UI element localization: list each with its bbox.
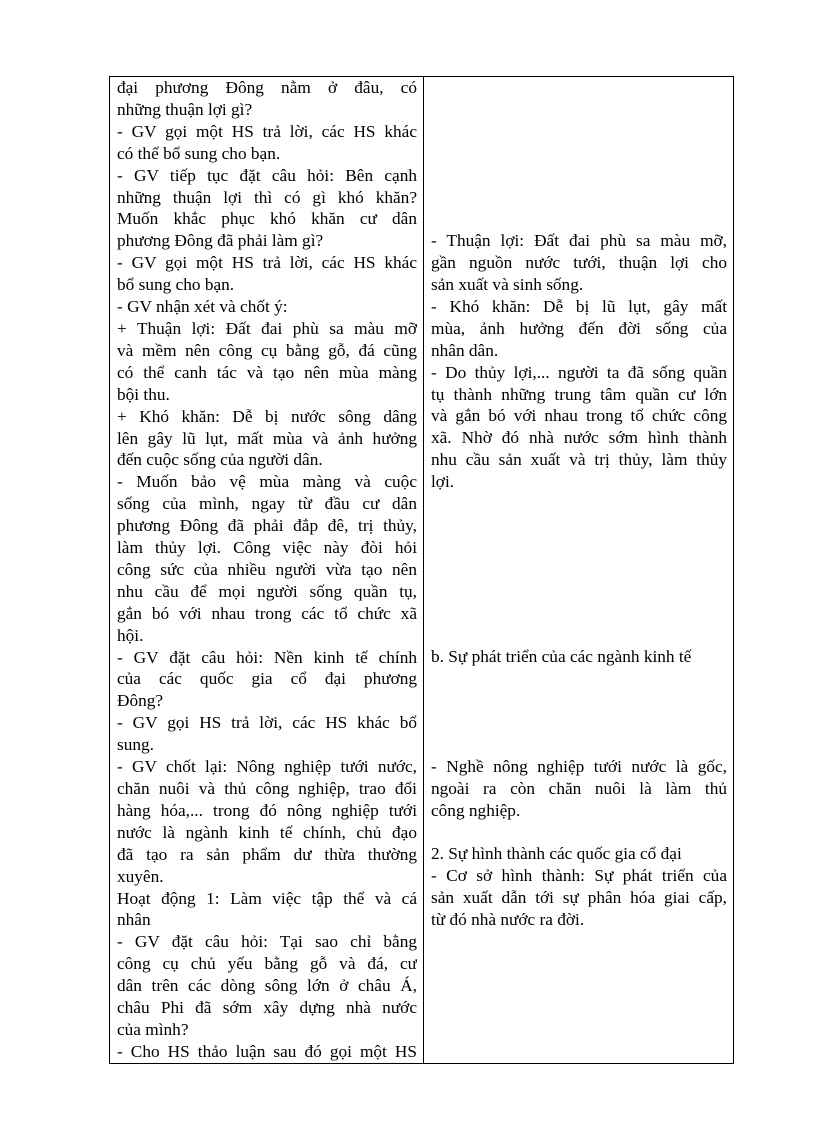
text-line: - GV tiếp tục đặt câu hỏi: Bên cạnh [117, 165, 417, 185]
text-line: làm thủy lợi. Công việc này đòi hỏi [117, 538, 417, 558]
text-line [431, 559, 727, 581]
text-line: - Nghề nông nghiệp tưới nước là gốc, [431, 756, 727, 776]
text-line: hàng hóa,... trong đó nông nghiệp tưới [117, 800, 417, 820]
text-line: công cụ chủ yếu bằng gỗ và đá, cư [117, 954, 417, 974]
text-line: 2. Sự hình thành các quốc gia cổ đại [431, 844, 682, 864]
text-line [431, 537, 727, 559]
text-line: - GV đặt câu hỏi: Tại sao chỉ bằng [117, 932, 417, 952]
text-line: nước là ngành kinh tế chính, chủ đạo [117, 822, 417, 842]
text-line: - Do thủy lợi,... người ta đã sống quần [431, 362, 727, 382]
text-line: - Cho HS thảo luận sau đó gọi một HS [117, 1041, 417, 1061]
text-line [431, 690, 727, 712]
text-line [431, 822, 727, 844]
text-line: dân trên các dòng sông lớn ở châu Á, [117, 976, 417, 996]
text-line: phương Đông đã phải đắp đê, trị thủy, [117, 516, 417, 536]
text-line: những thuận lợi gì? [117, 99, 253, 119]
text-line: nhân [117, 910, 151, 930]
text-line: lên gây lũ lụt, mất mùa và ảnh hưởng [117, 428, 417, 448]
text-line: gần nguồn nước tưới, thuận lợi cho [431, 253, 727, 273]
text-line [431, 143, 727, 165]
text-line: + Khó khăn: Dễ bị nước sông dâng [117, 406, 417, 426]
text-line: bổ sung cho bạn. [117, 275, 235, 295]
text-line [431, 581, 727, 603]
text-line: đại phương Đông nằm ở đâu, có [117, 78, 417, 97]
text-line [431, 603, 727, 625]
text-line: nhân dân. [431, 340, 499, 360]
text-line: Đông? [117, 691, 164, 711]
text-line: của mình? [117, 1019, 189, 1039]
text-line: - GV đặt câu hỏi: Nền kinh tế chính [117, 647, 417, 667]
text-line: tụ thành những trung tâm quần cư lớn [431, 384, 727, 404]
text-line [431, 99, 727, 121]
text-line [431, 121, 727, 143]
text-line: đến cuộc sống của người dân. [117, 450, 323, 470]
text-line: Muốn khắc phục khó khăn cư dân [117, 209, 417, 229]
text-line [431, 624, 727, 646]
text-line [431, 165, 727, 187]
text-line: hội. [117, 625, 144, 645]
text-line [431, 493, 727, 515]
text-line: sống của mình, ngay từ đầu cư dân [117, 494, 417, 514]
lesson-table [109, 76, 734, 1064]
text-line: có thể bổ sung cho bạn. [117, 143, 281, 163]
text-line: và gắn bó với nhau trong tổ chức công [431, 406, 727, 426]
text-line: bội thu. [117, 384, 170, 404]
text-line: châu Phi đã sớm xây dựng nhà nước [117, 998, 417, 1018]
text-line: - GV gọi HS trả lời, các HS khác bổ [117, 713, 417, 733]
text-line: Hoạt động 1: Làm việc tập thể và cá [117, 888, 417, 908]
text-line: sung. [117, 735, 154, 755]
text-line: sản xuất và sinh sống. [431, 275, 584, 295]
text-line: - GV gọi một HS trả lời, các HS khác [117, 121, 417, 141]
text-line: - GV gọi một HS trả lời, các HS khác [117, 253, 417, 273]
teacher-activity-cell [110, 77, 424, 1064]
table-row [110, 77, 734, 1064]
text-line: - GV nhận xét và chốt ý: [117, 297, 288, 317]
text-line: - Thuận lợi: Đất đai phù sa màu mỡ, [431, 231, 727, 251]
text-line [431, 668, 727, 690]
text-line: ngoài ra còn chăn nuôi là làm thủ [431, 778, 727, 798]
text-line [431, 186, 727, 208]
text-line: và mềm nên công cụ bằng gỗ, đá cũng [117, 340, 417, 360]
content-cell [424, 77, 734, 1064]
text-line: - Cơ sở hình thành: Sự phát triển của [431, 866, 727, 886]
text-line: công nghiệp. [431, 800, 521, 820]
text-line: nhu cầu sản xuất và trị thủy, làm thủy [431, 450, 727, 470]
text-line: mùa, ảnh hưởng đến đời sống của [431, 318, 727, 338]
text-line: xã. Nhờ đó nhà nước sớm hình thành [431, 428, 727, 448]
text-line: phương Đông đã phải làm gì? [117, 231, 324, 251]
text-line: chăn nuôi và thủ công nghiệp, trao đổi [117, 779, 417, 798]
text-line [431, 515, 727, 537]
text-line: công sức của nhiều người vừa tạo nên [117, 559, 417, 579]
teacher-activity-text [117, 77, 417, 1063]
text-line [431, 734, 727, 756]
text-line: của các quốc gia cổ đại phương [117, 669, 417, 689]
text-line: xuyên. [117, 866, 164, 886]
text-line: gắn bó với nhau trong các tổ chức xã [117, 603, 417, 623]
text-line: - Muốn bảo vệ mùa màng và cuộc [117, 472, 417, 492]
text-line: + Thuận lợi: Đất đai phù sa màu mỡ [117, 318, 417, 338]
text-line [431, 712, 727, 734]
text-line: những thuận lợi thì có gì khó khăn? [117, 187, 417, 207]
text-line [431, 77, 727, 99]
text-line: sản xuất dẫn tới sự phân hóa giai cấp, [431, 888, 727, 908]
text-line: nhu cầu để mọi người sống quần tụ, [117, 581, 417, 601]
text-line: có thể canh tác và tạo nên mùa màng [117, 362, 417, 382]
text-line: lợi. [431, 472, 455, 492]
text-line: - Khó khăn: Dễ bị lũ lụt, gây mất [431, 296, 727, 316]
text-line: b. Sự phát triển của các ngành kinh tế [431, 647, 692, 667]
text-line [431, 208, 727, 230]
text-line: từ đó nhà nước ra đời. [431, 910, 585, 930]
text-line: - GV chốt lại: Nông nghiệp tưới nước, [117, 757, 417, 777]
content-text [431, 77, 727, 931]
text-line: đã tạo ra sản phẩm dư thừa thường [117, 844, 417, 864]
